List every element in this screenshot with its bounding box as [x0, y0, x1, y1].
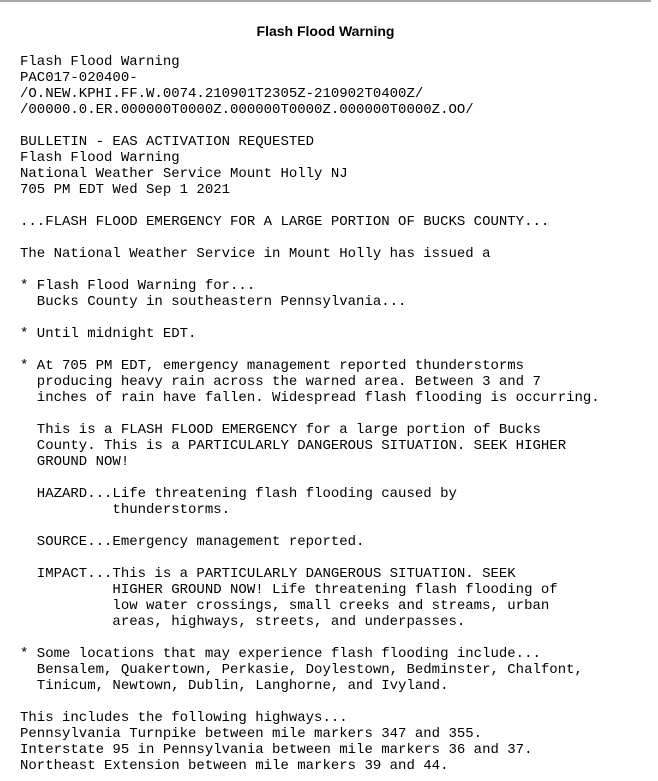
text-line: County. This is a PARTICULARLY DANGEROUS SITUATION. SEEK HIGHER	[20, 438, 567, 454]
page-title: Flash Flood Warning	[256, 23, 395, 39]
hazard-line: HAZARD...Life threatening flash flooding caused by	[20, 486, 457, 502]
text-line: 705 PM EDT Wed Sep 1 2021	[20, 182, 231, 198]
text-line	[20, 118, 600, 134]
text-line: National Weather Service Mount Holly NJ	[20, 166, 348, 182]
text-line: /O.NEW.KPHI.FF.W.0074.210901T2305Z-210902T0400Z/	[20, 86, 424, 102]
highway-line: Interstate 95 in Pennsylvania between mile markers 36 and 37.	[20, 742, 533, 758]
text-line	[20, 550, 600, 566]
text-line	[20, 342, 600, 358]
text-line: Flash Flood Warning	[20, 150, 180, 166]
bullet-line: * Flash Flood Warning for...	[20, 278, 256, 294]
text-line: This is a FLASH FLOOD EMERGENCY for a large portion of Bucks	[20, 422, 541, 438]
highway-line: Pennsylvania Turnpike between mile markers 347 and 355.	[20, 726, 483, 742]
highway-line: Northeast Extension between mile markers 39 and 44.	[20, 758, 449, 774]
text-line: Tinicum, Newtown, Dublin, Langhorne, and Ivyland.	[20, 678, 449, 694]
text-line: Bensalem, Quakertown, Perkasie, Doylestown, Bedminster, Chalfont,	[20, 662, 583, 678]
bullet-line: * Some locations that may experience flash flooding include...	[20, 646, 541, 662]
text-line	[20, 694, 600, 710]
text-line	[20, 230, 600, 246]
text-line	[20, 262, 600, 278]
text-line: PAC017-020400-	[20, 70, 138, 86]
text-line: /00000.0.ER.000000T0000Z.000000T0000Z.000000T0000Z.OO/	[20, 102, 474, 118]
text-line: HIGHER GROUND NOW! Life threatening flash flooding of	[20, 582, 558, 598]
source-line: SOURCE...Emergency management reported.	[20, 534, 365, 550]
warning-product-text	[20, 54, 600, 774]
text-line: areas, highways, streets, and underpasses.	[20, 614, 466, 630]
text-line: Flash Flood Warning	[20, 54, 180, 70]
text-line	[20, 198, 600, 214]
text-line	[20, 310, 600, 326]
text-line	[20, 518, 600, 534]
text-line	[20, 630, 600, 646]
text-line: This includes the following highways...	[20, 710, 348, 726]
headline: ...FLASH FLOOD EMERGENCY FOR A LARGE PORTION OF BUCKS COUNTY...	[20, 214, 550, 230]
text-line: thunderstorms.	[20, 502, 231, 518]
bullet-line: * At 705 PM EDT, emergency management reported thunderstorms	[20, 358, 525, 374]
text-line	[20, 470, 600, 486]
top-border-divider	[0, 0, 651, 2]
text-line: GROUND NOW!	[20, 454, 130, 470]
impact-line: IMPACT...This is a PARTICULARLY DANGEROUS SITUATION. SEEK	[20, 566, 516, 582]
text-line: Bucks County in southeastern Pennsylvania...	[20, 294, 407, 310]
text-line: The National Weather Service in Mount Holly has issued a	[20, 246, 491, 262]
text-line: inches of rain have fallen. Widespread flash flooding is occurring.	[20, 390, 600, 406]
text-line: low water crossings, small creeks and streams, urban	[20, 598, 550, 614]
text-line: BULLETIN - EAS ACTIVATION REQUESTED	[20, 134, 315, 150]
text-line: producing heavy rain across the warned area. Between 3 and 7	[20, 374, 541, 390]
bullet-line: * Until midnight EDT.	[20, 326, 197, 342]
text-line	[20, 406, 600, 422]
